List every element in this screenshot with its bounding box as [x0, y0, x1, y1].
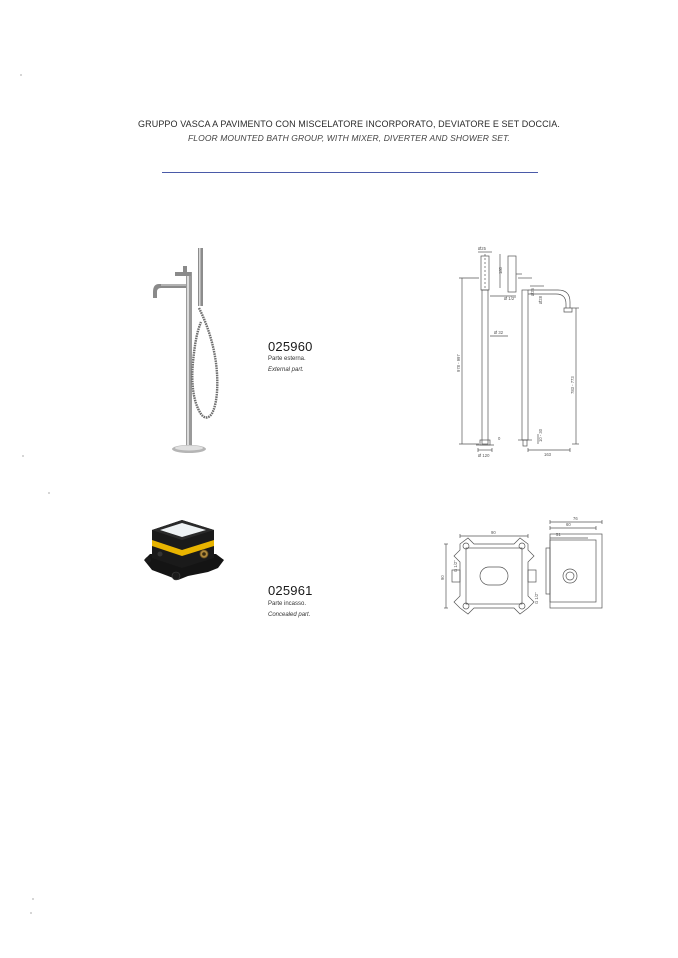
- scan-speck: [22, 455, 24, 457]
- dim-label: 163: [544, 452, 551, 457]
- dim-label: G 1/2": [534, 592, 539, 604]
- page-title-italian: GRUPPO VASCA A PAVIMENTO CON MISCELATORE INCORPORATO, DEVIATORE E SET DOCCIA.: [138, 119, 560, 129]
- dim-label: Ø28: [538, 296, 543, 304]
- product-desc-en: External part.: [268, 367, 304, 373]
- floor-mixer-photo: [145, 242, 225, 458]
- dim-label: 60: [566, 522, 571, 527]
- dim-label: Ø25: [478, 246, 486, 251]
- dim-label: Ø 120: [478, 453, 490, 458]
- dim-label: 0: [498, 436, 501, 441]
- product-code-025960: 025960: [268, 339, 313, 354]
- product-desc-it: Parte esterna.: [268, 356, 306, 362]
- concealed-box-photo: [138, 510, 230, 586]
- dim-label: Ø 32: [494, 330, 504, 335]
- scan-speck: [32, 898, 34, 900]
- product-desc-en: Concealed part.: [268, 612, 311, 618]
- technical-drawing-concealed: [438, 514, 608, 624]
- header-divider: [162, 172, 538, 173]
- dim-label: 978 - 997: [456, 354, 461, 372]
- scan-speck: [30, 912, 32, 914]
- dim-label: Ø25: [530, 288, 535, 296]
- scan-speck: [20, 74, 22, 76]
- dim-label: 90: [491, 530, 496, 535]
- product-code-025961: 025961: [268, 583, 313, 598]
- page-title-english: FLOOR MOUNTED BATH GROUP, WITH MIXER, DIVERTER AND SHOWER SET.: [188, 133, 510, 143]
- scan-speck: [48, 492, 50, 494]
- dim-label: 51: [556, 532, 561, 537]
- dim-label: G 1/2": [453, 560, 458, 572]
- dim-label: 180: [498, 267, 503, 274]
- dim-label: 76: [573, 516, 578, 521]
- product-desc-it: Parte incasso.: [268, 601, 307, 607]
- technical-drawing-external: [448, 244, 583, 460]
- dim-label: 10 - 30: [538, 428, 543, 442]
- dim-label: 783 - 773: [570, 376, 575, 394]
- dim-label: Ø 1/2": [504, 296, 516, 301]
- dim-label: 90: [440, 575, 445, 580]
